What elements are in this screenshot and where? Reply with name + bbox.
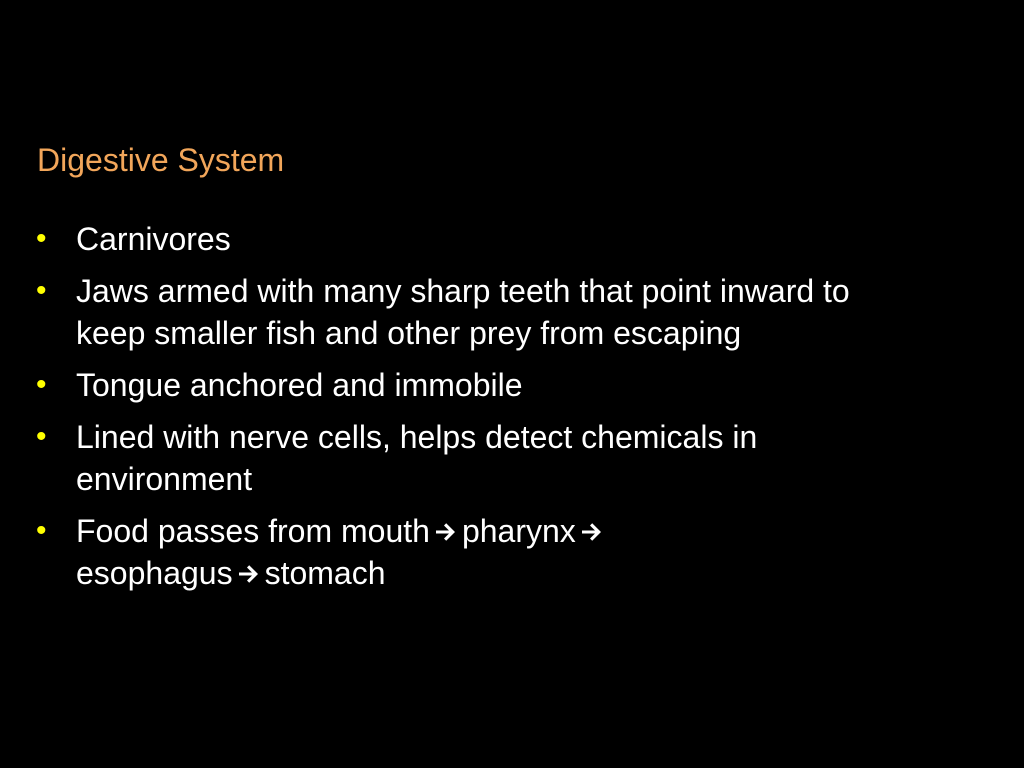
bullet-dot-icon: • (36, 222, 47, 255)
bullet-dot-icon: • (36, 514, 47, 547)
bullet-item-nerve-cells (36, 416, 896, 500)
bullet-item-jaws (36, 270, 896, 354)
food-path-segment-stomach: stomach (264, 555, 386, 591)
slide-title: Digestive System (37, 142, 285, 178)
bullet-item-food-path (36, 510, 896, 594)
bullet-item-tongue (36, 364, 896, 406)
bullet-list (36, 218, 896, 604)
food-path-segment-esophagus: esophagus (76, 555, 233, 591)
bullet-text: Jaws armed with many sharp teeth that point inward to keep smaller fish and other prey from escaping (76, 273, 850, 351)
food-path-segment-pharynx: pharynx (461, 513, 576, 549)
bullet-text-food-path (76, 510, 896, 594)
bullet-dot-icon: • (36, 274, 47, 307)
bullet-item-carnivores (36, 218, 896, 260)
bullet-dot-icon: • (36, 420, 47, 453)
bullet-dot-icon: • (36, 368, 47, 401)
arrow-right-icon (580, 521, 604, 543)
bullet-text: Lined with nerve cells, helps detect chemicals in environment (76, 419, 758, 497)
arrow-right-icon (237, 563, 261, 585)
bullet-text: Tongue anchored and immobile (76, 367, 523, 403)
bullet-text: Carnivores (76, 221, 231, 257)
arrow-right-icon (434, 521, 458, 543)
food-path-segment-mouth: Food passes from mouth (76, 513, 430, 549)
